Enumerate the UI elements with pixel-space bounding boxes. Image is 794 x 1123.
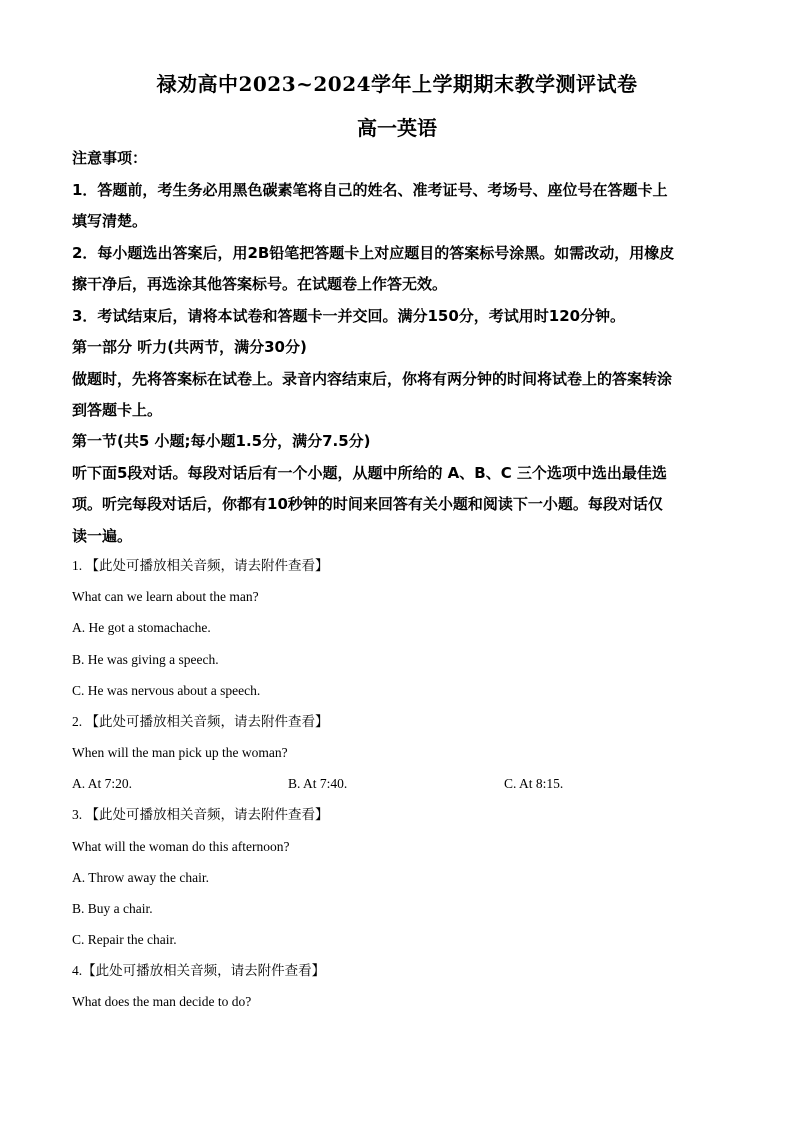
q2-option-b: B. At 7:40. bbox=[288, 776, 348, 791]
q3-option-b: B. Buy a chair. bbox=[72, 901, 153, 916]
section1-instruction-2: 项。听完每段对话后，你都有10秒钟的时间来回答有关小题和阅读下一小题。每段对话仅 bbox=[72, 495, 663, 513]
notice-line-4: 擦干净后，再选涂其他答案标号。在试题卷上作答无效。 bbox=[72, 275, 448, 293]
q3-question: What will the woman do this afternoon? bbox=[72, 839, 290, 854]
q4-audio-link[interactable]: 4.【此处可播放相关音频，请去附件查看】 bbox=[72, 963, 326, 978]
q3-option-a: A. Throw away the chair. bbox=[72, 870, 209, 885]
notice-line-3: 2．每小题选出答案后，用2B铅笔把答题卡上对应题目的答案标号涂黑。如需改动，用橡皮 bbox=[72, 244, 675, 262]
q3-audio-link[interactable]: 3. 【此处可播放相关音频，请去附件查看】 bbox=[72, 807, 329, 822]
notice-line-5: 3．考试结束后，请将本试卷和答题卡一并交回。满分150分，考试用时120分钟。 bbox=[72, 307, 626, 325]
exam-subtitle: 高一英语 bbox=[357, 116, 437, 140]
q1-audio-link[interactable]: 1. 【此处可播放相关音频，请去附件查看】 bbox=[72, 558, 329, 573]
section1-instruction-3: 读一遍。 bbox=[72, 527, 133, 545]
q2-question: When will the man pick up the woman? bbox=[72, 745, 288, 760]
section1-instruction-1: 听下面5段对话。每段对话后有一个小题，从题中所给的 A、B、C 三个选项中选出最佳选 bbox=[72, 464, 667, 482]
section1-heading: 第一节(共5 小题;每小题1.5分，满分7.5分) bbox=[72, 432, 371, 450]
notice-heading: 注意事项： bbox=[72, 149, 148, 167]
q2-options-row bbox=[72, 774, 712, 794]
q1-question: What can we learn about the man? bbox=[72, 589, 259, 604]
q1-option-b: B. He was giving a speech. bbox=[72, 652, 219, 667]
q1-option-a: A. He got a stomachache. bbox=[72, 620, 211, 635]
q2-option-a: A. At 7:20. bbox=[72, 776, 133, 791]
q1-option-c: C. He was nervous about a speech. bbox=[72, 683, 261, 698]
part1-heading: 第一部分 听力(共两节，满分30分) bbox=[72, 338, 307, 356]
q4-question: What does the man decide to do? bbox=[72, 994, 252, 1009]
part1-instruction-2: 到答题卡上。 bbox=[72, 401, 163, 419]
q2-audio-link[interactable]: 2. 【此处可播放相关音频，请去附件查看】 bbox=[72, 714, 329, 729]
part1-instruction-1: 做题时，先将答案标在试卷上。录音内容结束后，你将有两分钟的时间将试卷上的答案转涂 bbox=[72, 370, 673, 388]
q2-option-c: C. At 8:15. bbox=[504, 776, 564, 791]
q3-option-c: C. Repair the chair. bbox=[72, 932, 177, 947]
notice-line-2: 填写清楚。 bbox=[72, 212, 148, 230]
notice-line-1: 1．答题前，考生务必用黑色碳素笔将自己的姓名、准考证号、考场号、座位号在答题卡上 bbox=[72, 181, 668, 199]
exam-title: 禄劝高中2023~2024学年上学期期末教学测评试卷 bbox=[156, 72, 638, 96]
